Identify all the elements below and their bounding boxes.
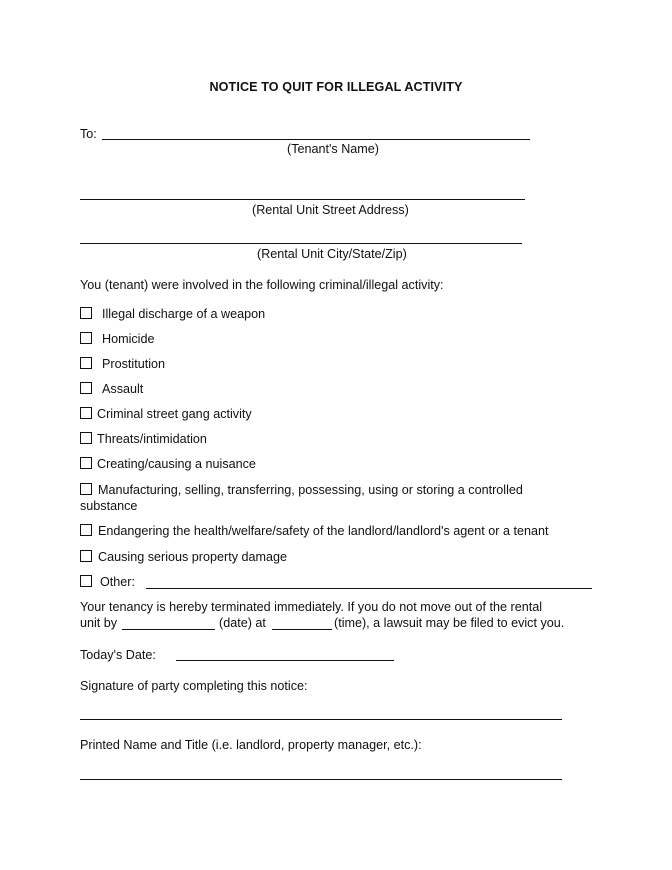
move-out-time-field[interactable] [272, 629, 332, 630]
signature-field[interactable] [80, 719, 562, 720]
city-state-zip-field[interactable] [80, 243, 522, 244]
option-label: Threats/intimidation [97, 432, 207, 446]
street-address-caption: (Rental Unit Street Address) [252, 203, 409, 217]
option-label: Homicide [102, 332, 155, 346]
tenant-name-caption: (Tenant's Name) [287, 142, 379, 156]
todays-date-field[interactable] [176, 660, 394, 661]
option-label: Creating/causing a nuisance [97, 457, 256, 471]
checkbox-property-damage[interactable] [80, 550, 92, 562]
checkbox-prostitution[interactable] [80, 357, 92, 369]
todays-date-label: Today's Date: [80, 648, 156, 662]
signature-label: Signature of party completing this notice: [80, 679, 308, 693]
option-label: Criminal street gang activity [97, 407, 252, 421]
checkbox-assault[interactable] [80, 382, 92, 394]
option-label-continued: substance [80, 499, 138, 513]
option-label: Causing serious property damage [98, 550, 288, 564]
checkbox-nuisance[interactable] [80, 457, 92, 469]
option-label: Illegal discharge of a weapon [102, 307, 266, 321]
street-address-field[interactable] [80, 199, 525, 200]
time-label: (time), a lawsuit may be filed to evict you. [334, 616, 565, 630]
printed-name-field[interactable] [80, 779, 562, 780]
document-title: NOTICE TO QUIT FOR ILLEGAL ACTIVITY [209, 80, 463, 94]
checkbox-other[interactable] [80, 575, 92, 587]
other-field[interactable] [146, 588, 592, 589]
checkbox-threats[interactable] [80, 432, 92, 444]
date-at-label: (date) at [219, 616, 266, 630]
unit-by-label: unit by [80, 616, 118, 630]
activity-intro: You (tenant) were involved in the following criminal/illegal activity: [80, 278, 444, 292]
checkbox-gang-activity[interactable] [80, 407, 92, 419]
option-label: Manufacturing, selling, transferring, possessing, using or storing a controlled [98, 483, 523, 497]
checkbox-homicide[interactable] [80, 332, 92, 344]
termination-line: Your tenancy is hereby terminated immediately. If you do not move out of the rental [80, 600, 543, 614]
checkbox-endangering[interactable] [80, 524, 92, 536]
printed-name-label: Printed Name and Title (i.e. landlord, property manager, etc.): [80, 738, 422, 752]
option-label: Endangering the health/welfare/safety of the landlord/landlord's agent or a tenant [98, 524, 549, 538]
checkbox-illegal-discharge[interactable] [80, 307, 92, 319]
move-out-date-field[interactable] [122, 629, 215, 630]
city-state-zip-caption: (Rental Unit City/State/Zip) [257, 247, 407, 261]
to-label: To: [80, 127, 97, 141]
option-label: Other: [100, 575, 135, 589]
option-label: Prostitution [102, 357, 165, 371]
option-label: Assault [102, 382, 144, 396]
tenant-name-field[interactable] [102, 139, 530, 140]
checkbox-controlled-substance[interactable] [80, 483, 92, 495]
